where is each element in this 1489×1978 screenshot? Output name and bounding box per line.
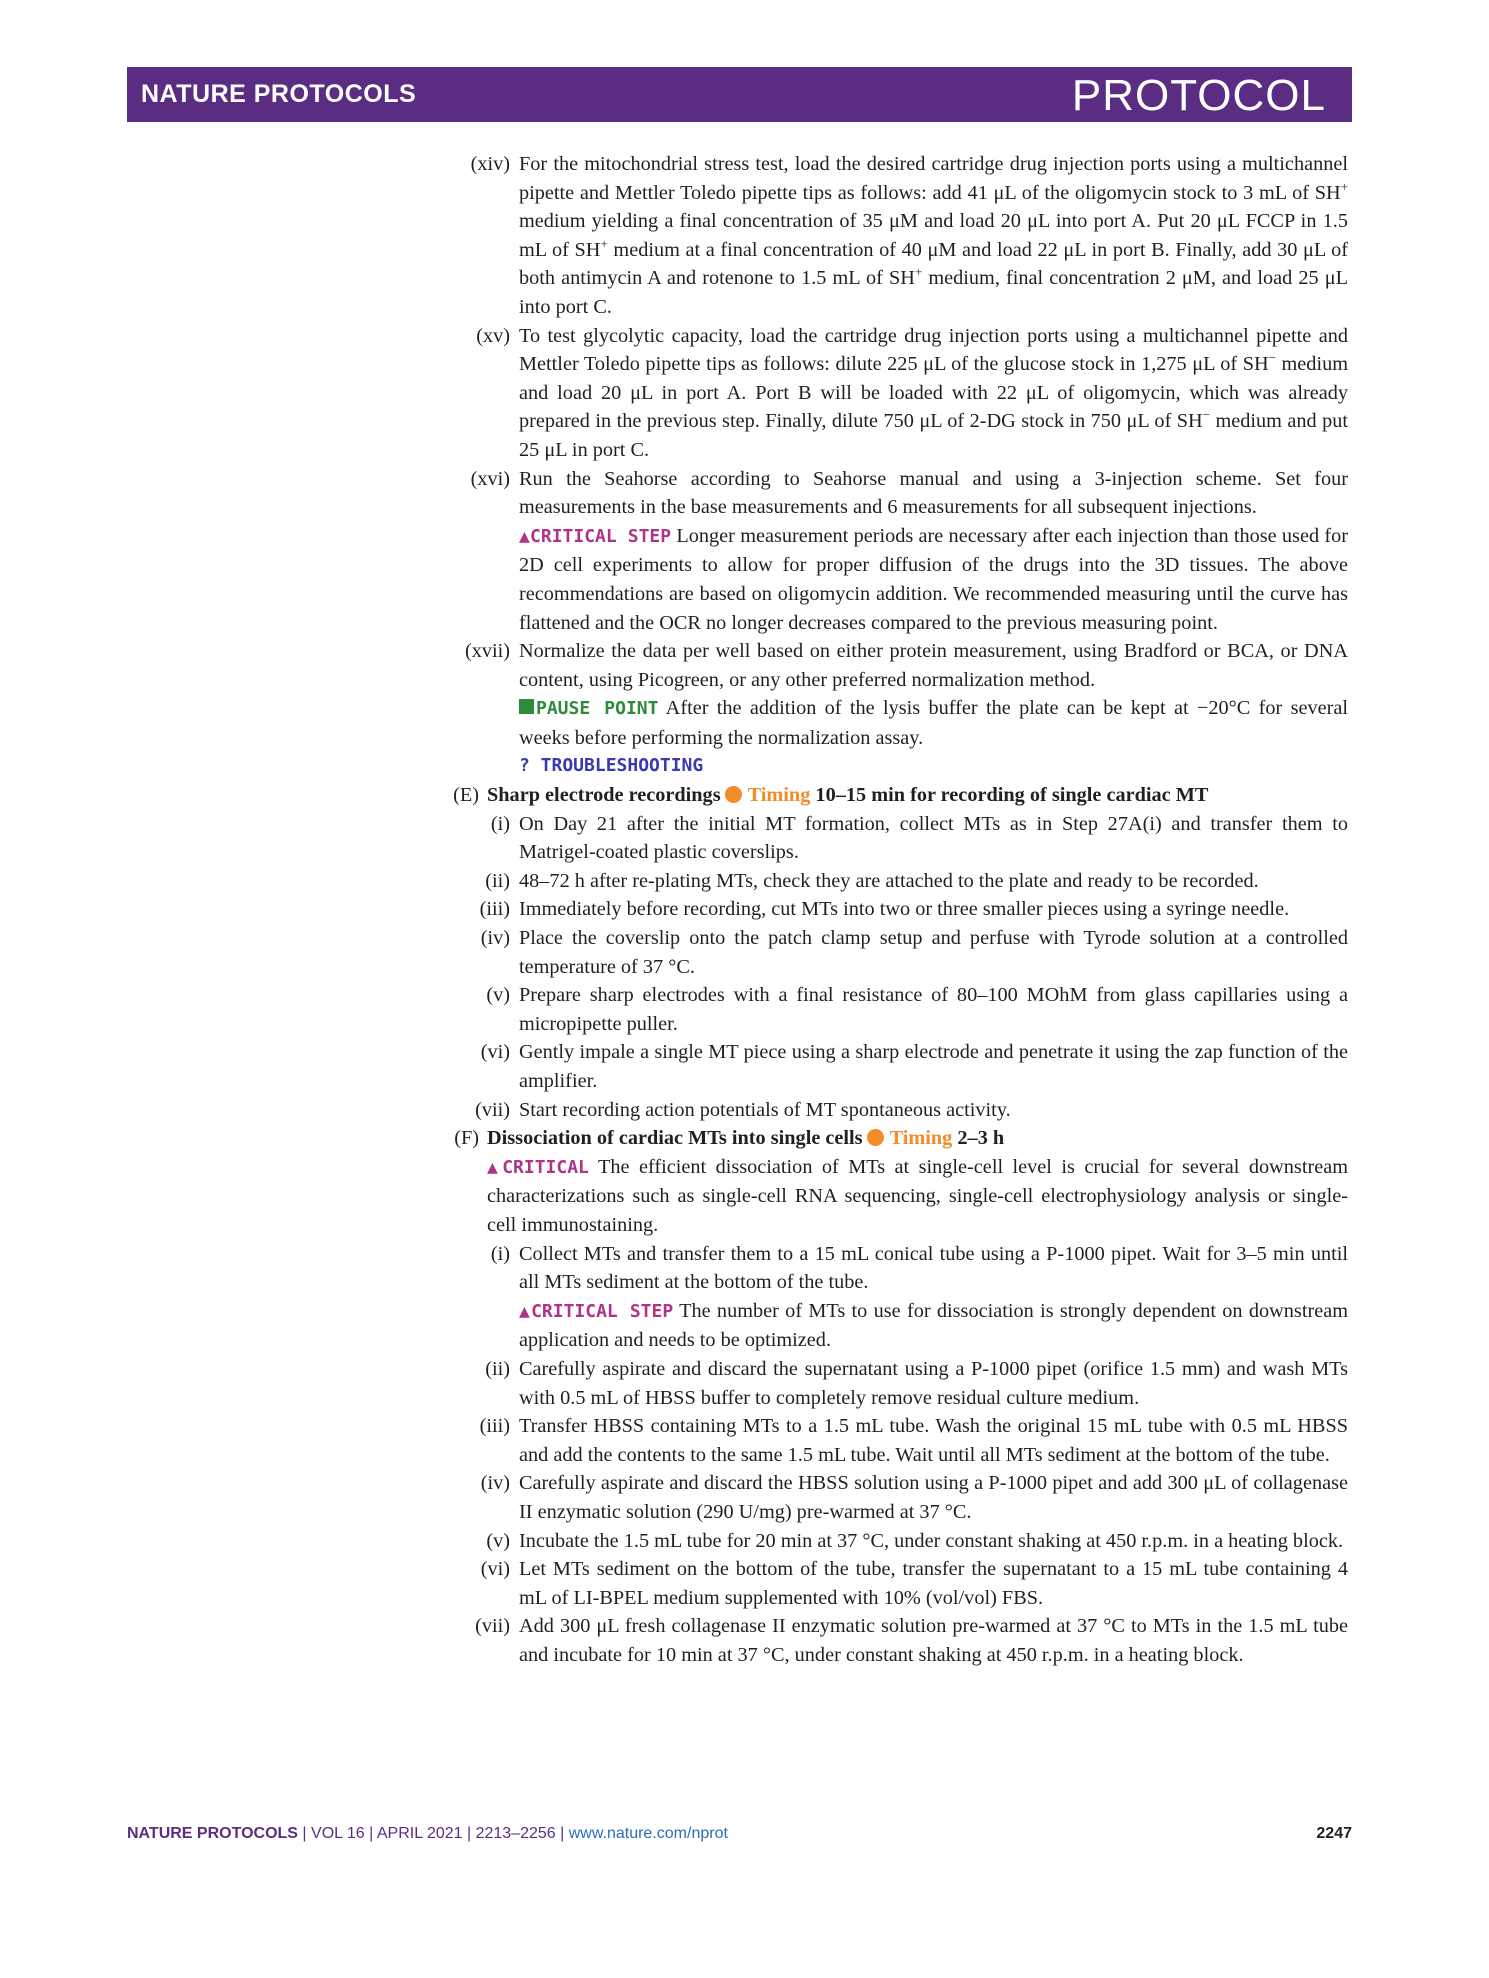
section-e-heading [453,781,1348,810]
footer-citation: NATURE PROTOCOLS | VOL 16 | APRIL 2021 | 2213–2256 | www.nature.com/nprot [127,1825,728,1842]
step-d-xiv: (xiv) For the mitochondrial stress test, load the desired cartridge drug injection ports using a multichannel pipette and Mettler Toledo pipette tips as follows: add 41 μL of the oligomycin stock to 3 mL of SH+ medium yielding a final concentration of 35 μM and load 20 μL into port A. Put 20 μL FCCP in 1.5 mL of SH+ medium at a final concentration of 40 μM and load 22 μL in port B. Finally, add 30 μL of both antimycin A and rotenone to 1.5 mL of SH+ medium, final concentration 2 μM, and load 25 μL into port C. [519,150,1348,322]
timing-label: Timing [889,1127,953,1150]
section-number: (F) [454,1127,479,1150]
pause-point-label: PAUSE POINT [519,698,658,719]
journal-name: NATURE PROTOCOLS [141,80,417,108]
step-number: (xvii) [464,640,510,663]
step-number: (xv) [476,324,510,347]
step-f-iii: (iii) Transfer HBSS containing MTs to a 1.5 mL tube. Wash the original 15 mL tube with 0.5 mL HBSS and add the contents to the same 1.5 mL tube. Wait until all MTs sediment at the bottom of the tube. [479,1415,1348,1466]
step-d-xv: (xv) To test glycolytic capacity, load the cartridge drug injection ports using a multichannel pipette and Mettler Toledo pipette tips as follows: dilute 225 μL of the glucose stock in 1,275 μL of SH− medium and load 20 μL in port A. Port B will be loaded with 22 μL of oligomycin, which was already prepared in the previous step. Finally, dilute 750 μL of 2-DG stock in 750 μL of SH− medium and put 25 μL in port C. [519,322,1348,465]
step-text: Normalize the data per well based on either protein measurement, using Bradford or BCA, or DNA content, using Picogreen, or any other preferred normalization method. [519,640,1348,691]
section-f-heading [454,1124,1348,1153]
warning-triangle-icon: ▲ [519,525,531,547]
step-f-ii: (ii) Carefully aspirate and discard the supernatant using a P-1000 pipet (orifice 1.5 mm) and wash MTs with 0.5 mL of HBSS buffer to completely remove residual culture medium. [485,1357,1348,1409]
section-title: Sharp electrode recordings [487,784,721,807]
step-f-iv: (iv) Carefully aspirate and discard the HBSS solution using a P-1000 pipet and add 300 μL of collagenase II enzymatic solution (290 U/mg) pre-warmed at 37 °C. [480,1472,1348,1523]
critical-step-label: ▲CRITICAL STEP [519,525,672,547]
step-e-i: (i) On Day 21 after the initial MT formation, collect MTs as in Step 27A(i) and transfer them to Matrigel-coated plastic coverslips. [490,812,1348,864]
timing-dot-icon [725,786,742,803]
timing-value: 2–3 h [957,1127,1005,1150]
critical-step-label: ▲CRITICAL STEP [519,1300,674,1322]
step-number: (xvi) [470,467,510,490]
step-e-v: (v) Prepare sharp electrodes with a final resistance of 80–100 MOhM from glass capillaries using a micropipette puller. [486,984,1348,1035]
step-d-xvi [470,465,1348,638]
step-e-iv: (iv) Place the coverslip onto the patch clamp setup and perfuse with Tyrode solution at a controlled temperature of 37 °C. [480,927,1348,978]
step-e-iii: (iii) Immediately before recording, cut MTs into two or three smaller pieces using a syringe needle. [479,898,1290,921]
critical-step-note: ▲CRITICAL STEP Longer measurement periods are necessary after each injection than those used for 2D cell experiments to allow for proper diffusion of the drugs into the 3D tissues. The above recommendations are based on oligomycin addition. We recommended measuring until the curve has flattened and the OCR no longer decreases compared to the previous measuring point. [519,524,1348,634]
critical-step-note: ▲CRITICAL STEP The number of MTs to use for dissociation is strongly dependent on downstream application and needs to be optimized. [519,1299,1348,1352]
article-type: PROTOCOL [1071,71,1326,120]
journal-url-link[interactable]: www.nature.com/nprot [568,1825,728,1842]
critical-label: ▲CRITICAL [487,1156,589,1178]
step-d-xvii [464,637,1348,781]
step-text: Run the Seahorse according to Seahorse manual and using a 3-injection scheme. Set four measurements in the base measurements and 6 measurements for all subsequent injections. [519,467,1348,519]
page-number: 2247 [1316,1825,1352,1842]
section-f-critical-note: ▲CRITICAL The efficient dissociation of MTs at single-cell level is crucial for several downstream characterizations such as single-cell RNA sequencing, single-cell electrophysiology analysis or single-cell immunostaining. [487,1155,1348,1236]
timing-label: Timing [747,784,811,807]
warning-triangle-icon: ▲ [487,1156,503,1178]
section-title: Dissociation of cardiac MTs into single cells [487,1127,863,1150]
timing-dot-icon [867,1129,884,1146]
pause-square-icon [519,699,534,714]
timing-value: 10–15 min for recording of single cardiac MT [815,784,1209,807]
pause-point-note: PAUSE POINT After the addition of the lysis buffer the plate can be kept at −20°C for several weeks before performing the normalization assay. [519,697,1348,749]
page-header [127,67,1352,122]
step-e-ii: (ii) 48–72 h after re-plating MTs, check they are attached to the plate and ready to be recorded. [485,869,1259,892]
troubleshooting-label: ? TROUBLESHOOTING [519,755,704,777]
main-content [0,150,1489,1669]
step-f-i: (i) Collect MTs and transfer them to a 15 mL conical tube using a P-1000 pipet. Wait for 3–5 min until all MTs sediment at the bottom of the tube. ▲CRITICAL STEP The number of MTs to use for dissociation is strongly dependent on downstream application and needs to be optimized. [519,1240,1348,1355]
step-f-vii: (vii) Add 300 μL fresh collagenase II enzymatic solution pre-warmed at 37 °C to MTs in the 1.5 mL tube and incubate for 10 min at 37 °C, under constant shaking at 450 r.p.m. in a heating block. [475,1615,1348,1666]
section-number: (E) [453,784,479,807]
warning-triangle-icon: ▲ [519,1300,532,1322]
step-number: (xiv) [470,153,510,175]
step-f-vi: (vi) Let MTs sediment on the bottom of the tube, transfer the supernatant to a 15 mL tube containing 4 mL of LI-BPEL medium supplemented with 10% (vol/vol) FBS. [480,1558,1348,1609]
step-e-vi: (vi) Gently impale a single MT piece using a sharp electrode and penetrate it using the zap function of the amplifier. [480,1041,1348,1092]
step-e-vii: (vii) Start recording action potentials of MT spontaneous activity. [475,1098,1011,1121]
step-f-v: (v) Incubate the 1.5 mL tube for 20 min at 37 °C, under constant shaking at 450 r.p.m. in a heating block. [486,1529,1344,1552]
